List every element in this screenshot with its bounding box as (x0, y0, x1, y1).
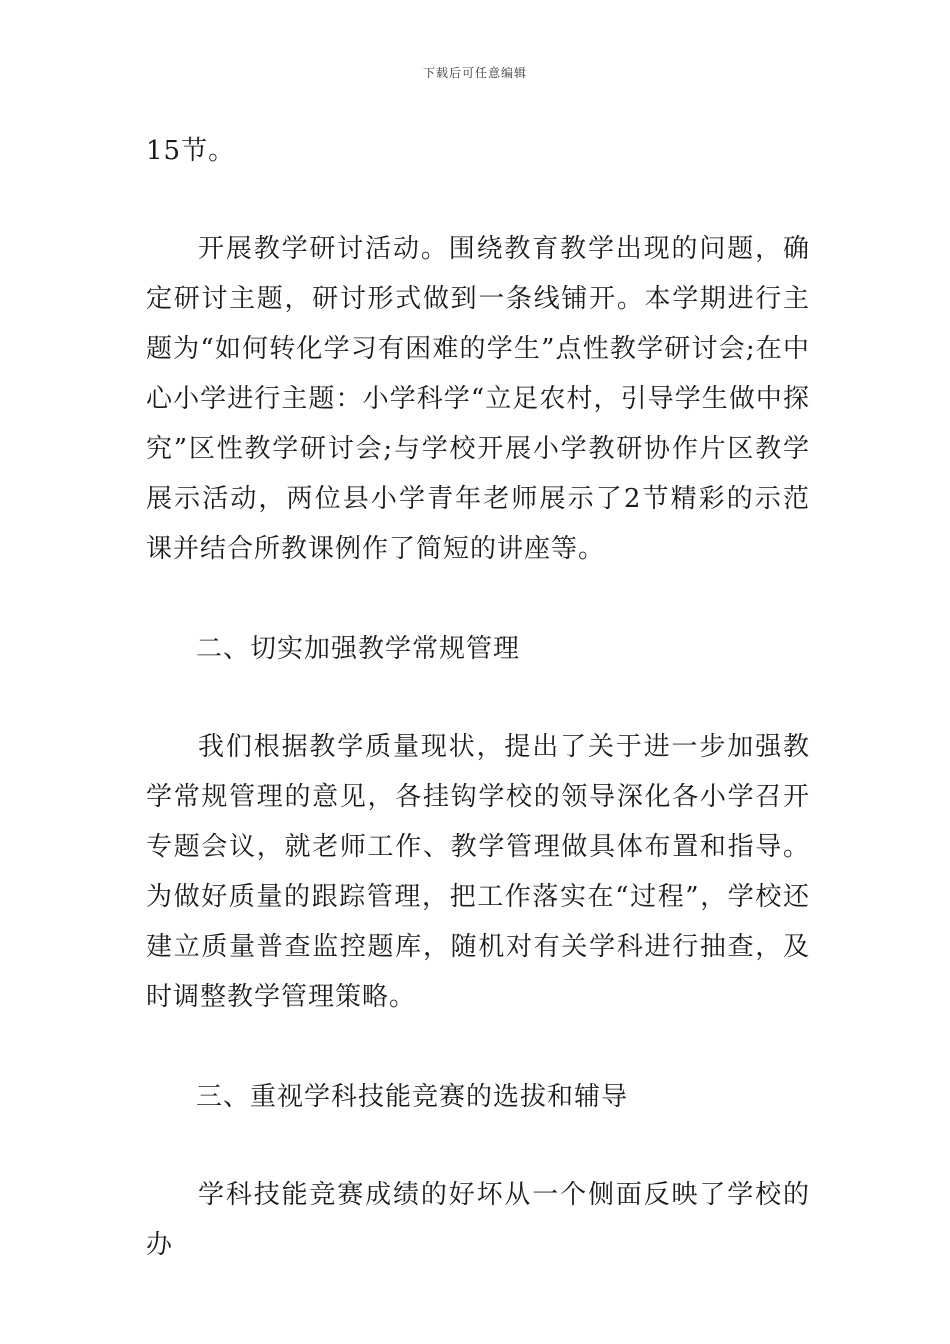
paragraph-skills-competition: 学科技能竞赛成绩的好坏从一个侧面反映了学校的办 (146, 1180, 810, 1260)
continued-text-fragment: 15节。 (146, 136, 236, 166)
section-heading-3: 三、重视学科技能竞赛的选拔和辅导 (196, 1082, 629, 1112)
paragraph-routine-management: 我们根据教学质量现状，提出了关于进一步加强教学常规管理的意见，各挂钩学校的领导深化各小学召开专题会议，就老师工作、教学管理做具体布置和指导。为做好质量的跟踪管理，把工作落实在“过程”，学校还建立质量普查监控题库，随机对有关学科进行抽查，及时调整教学管理策略。 (146, 732, 810, 1012)
section-heading-2: 二、切实加强教学常规管理 (196, 634, 521, 664)
paragraph-teaching-research: 开展教学研讨活动。围绕教育教学出现的问题，确定研讨主题，研讨形式做到一条线铺开。本学期进行主题为“如何转化学习有困难的学生”点性教学研讨会;在中心小学进行主题：小学科学“立足农村，引导学生做中探究”区性教学研讨会;与学校开展小学教研协作片区教学展示活动，两位县小学青年老师展示了2节精彩的示范课并结合所教课例作了简短的讲座等。 (146, 234, 810, 564)
page-header-note: 下载后可任意编辑 (422, 66, 527, 80)
